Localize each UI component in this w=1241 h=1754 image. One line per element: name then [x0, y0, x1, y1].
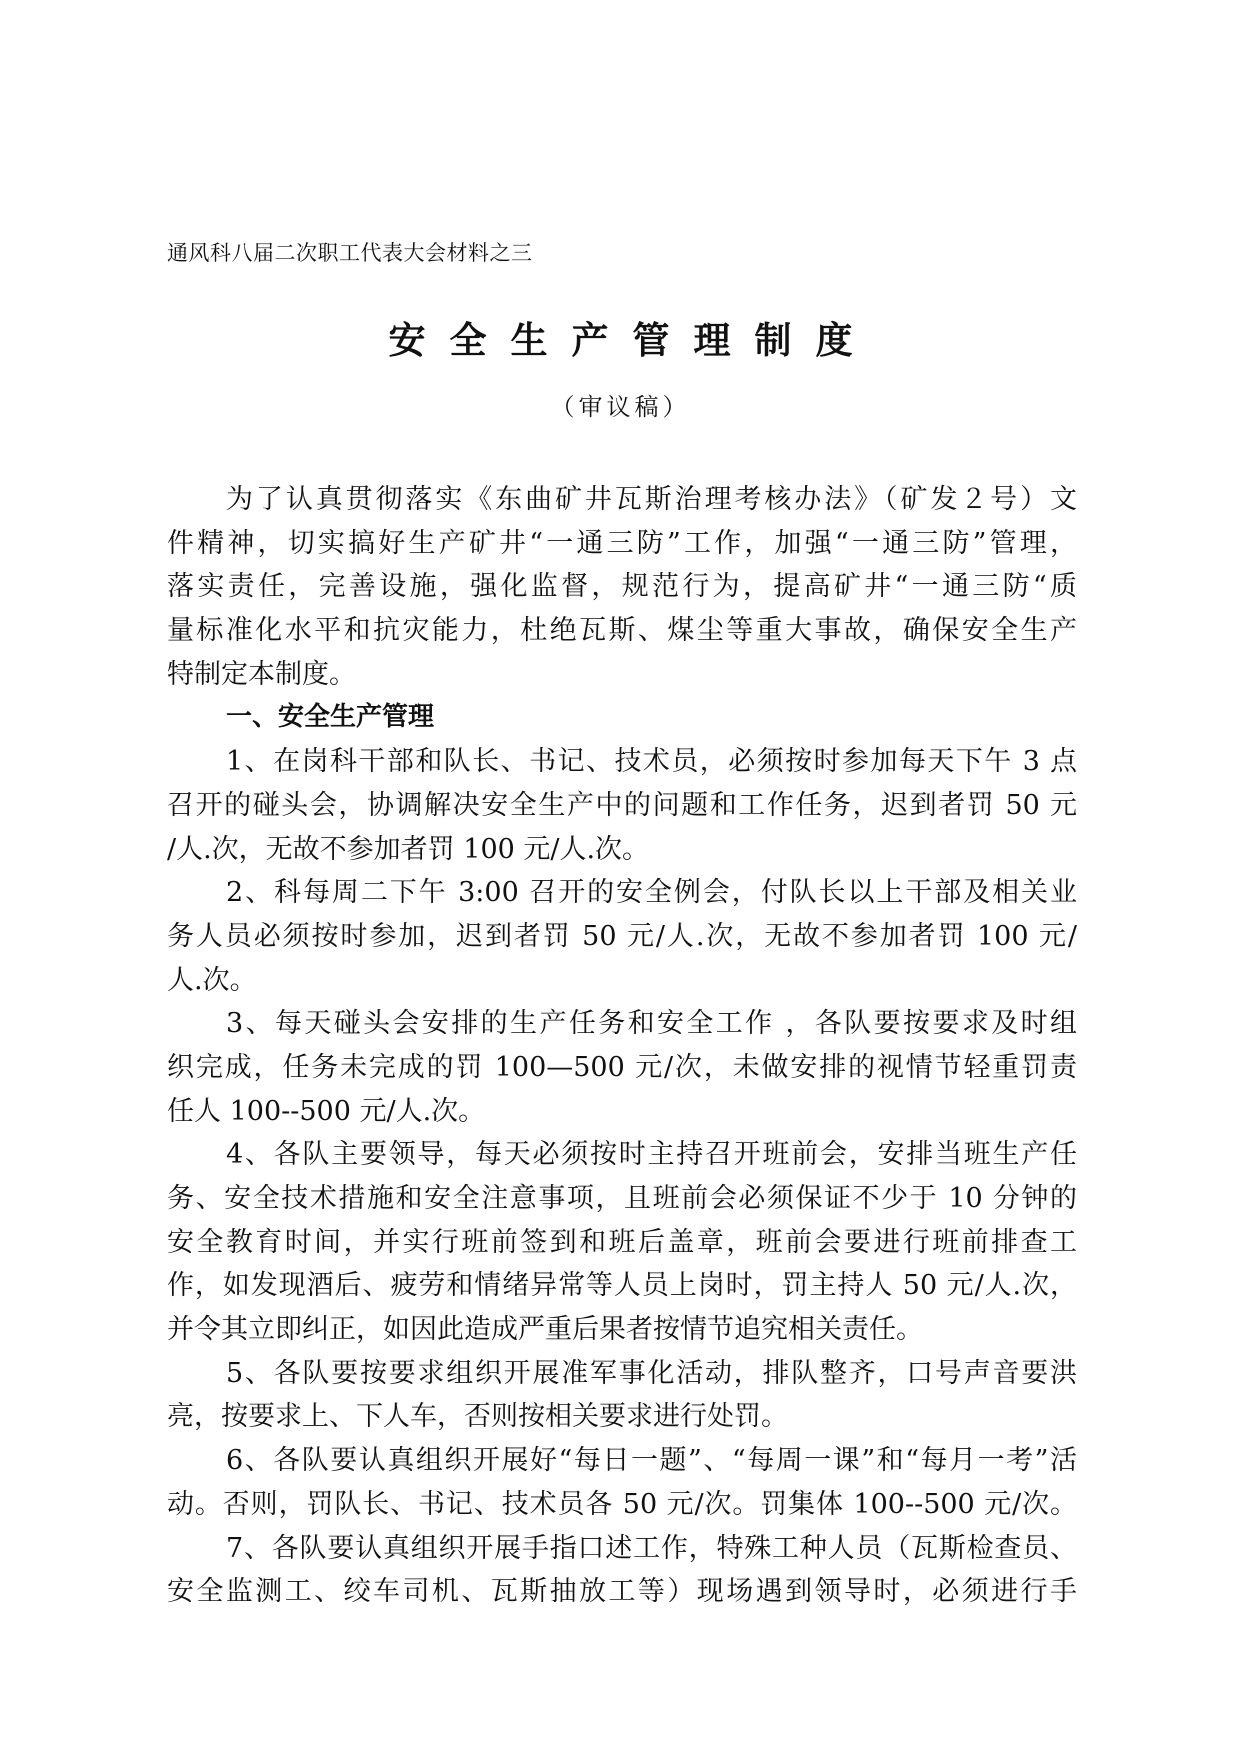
body-line: 量标准化水平和抗灾能力，杜绝瓦斯、煤尘等重大事故，确保安全生产 [167, 615, 1077, 647]
document-title: 安全生产管理制度 [388, 319, 877, 362]
body-line: 动。否则，罚队长、书记、技术员各 50 元/次。罚集体 100--500 元/次。 [167, 1488, 1077, 1520]
body-line: 4、各队主要领导，每天必须按时主持召开班前会，安排当班生产任 [226, 1139, 1077, 1171]
body-line: 作，如发现酒后、疲劳和情绪异常等人员上岗时，罚主持人 50 元/人.次， [167, 1270, 1077, 1302]
body-line: 务人员必须按时参加，迟到者罚 50 元/人.次，无故不参加者罚 100 元/ [167, 920, 1077, 952]
body-line: 5、各队要按要求组织开展准军事化活动，排队整齐，口号声音要洪 [226, 1357, 1077, 1389]
body-line: 特制定本制度。 [167, 658, 356, 690]
body-line: 2、科每周二下午 3:00 召开的安全例会，付队长以上干部及相关业 [226, 877, 1077, 909]
document-body [167, 478, 1077, 1614]
body-line: 人.次。 [167, 964, 257, 996]
body-line: 任人 100--500 元/人.次。 [167, 1095, 486, 1127]
document-series-label: 通风科八届二次职工代表大会材料之三 [167, 241, 533, 265]
body-line: /人.次，无故不参加者罚 100 元/人.次。 [167, 833, 650, 865]
section-heading: 一、安全生产管理 [226, 702, 435, 733]
body-line: 落实责任，完善设施，强化监督，规范行为，提高矿井“一通三防“质 [167, 571, 1077, 603]
body-line: 为了认真贯彻落实《东曲矿井瓦斯治理考核办法》（矿发２号）文 [226, 484, 1077, 515]
body-line: 亮，按要求上、下人车，否则按相关要求进行处罚。 [167, 1401, 788, 1433]
body-line: 7、各队要认真组织开展手指口述工作，特殊工种人员（瓦斯检查员、 [226, 1532, 1077, 1564]
body-line: 召开的碰头会，协调解决安全生产中的问题和工作任务，迟到者罚 50 元 [167, 789, 1077, 821]
document-subtitle: （审议稿） [550, 393, 691, 421]
body-line: 务、安全技术措施和安全注意事项，且班前会必须保证不少于 10 分钟的 [167, 1183, 1077, 1214]
body-line: 安全教育时间，并实行班前签到和班后盖章，班前会要进行班前排查工 [167, 1226, 1077, 1258]
body-line: 织完成，任务未完成的罚 100—500 元/次，未做安排的视情节轻重罚责 [167, 1051, 1077, 1083]
body-line: 件精神，切实搞好生产矿井“一通三防”工作，加强“一通三防”管理， [167, 527, 1077, 559]
body-line: 并令其立即纠正，如因此造成严重后果者按情节追究相关责任。 [167, 1314, 923, 1346]
body-line: 6、各队要认真组织开展好“每日一题”、“每周一课”和“每月一考”活 [226, 1445, 1077, 1477]
body-line: 1、在岗科干部和队长、书记、技术员，必须按时参加每天下午 3 点 [226, 746, 1077, 778]
body-line: 安全监测工、绞车司机、瓦斯抽放工等）现场遇到领导时，必须进行手 [167, 1576, 1077, 1608]
body-line: 3、每天碰头会安排的生产任务和安全工作 ，各队要按要求及时组 [226, 1008, 1077, 1040]
